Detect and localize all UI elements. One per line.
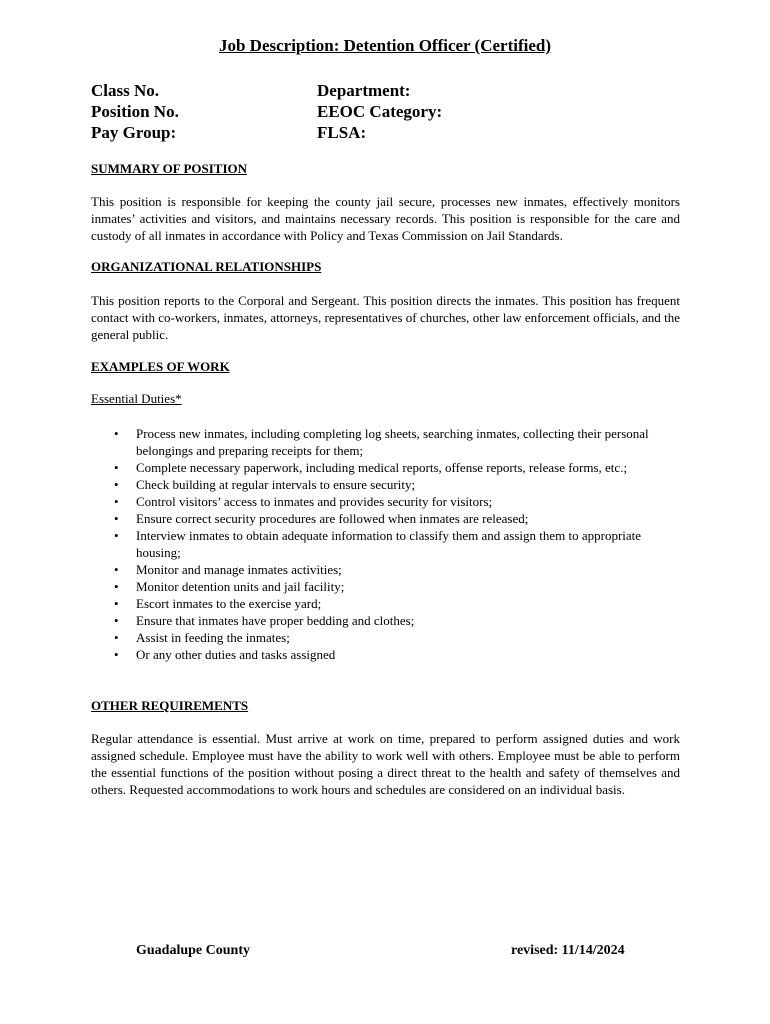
bullet-icon: • (114, 426, 119, 441)
duty-text: Process new inmates, including completing log sheets, searching inmates, collecting their personal belongings and preparing receipts for them; (136, 426, 649, 458)
flsa-label: FLSA: (317, 123, 367, 142)
class-no-label: Class No. (91, 81, 160, 100)
summary-heading: SUMMARY OF POSITION (91, 161, 248, 176)
duty-text: Complete necessary paperwork, including medical reports, offense reports, release forms, etc.; (136, 460, 628, 475)
summary-text: This position is responsible for keeping the county jail secure, processes new inmates, effectively monitors inmates’ activities and visitors, and maintains necessary records. This position is responsible for the care and custody of all inmates in accordance with Policy and Texas Commission on Jail Standards. (91, 194, 680, 243)
org-relationships-heading: ORGANIZATIONAL RELATIONSHIPS (91, 259, 322, 274)
duty-item (114, 527, 681, 561)
duty-text: Monitor detention units and jail facility; (136, 579, 345, 594)
duty-text: Control visitors’ access to inmates and provides security for visitors; (136, 494, 493, 509)
duty-item (114, 459, 681, 476)
footer-revised-date: revised: 11/14/2024 (511, 943, 625, 958)
duty-text: Ensure correct security procedures are followed when inmates are released; (136, 511, 529, 526)
essential-duties-list (114, 425, 681, 663)
position-no-label: Position No. (91, 102, 179, 121)
bullet-icon: • (114, 562, 119, 577)
footer-county: Guadalupe County (136, 943, 250, 958)
examples-of-work-heading: EXAMPLES OF WORK (91, 359, 230, 374)
duty-item (114, 561, 681, 578)
duty-item (114, 595, 681, 612)
duty-text: Monitor and manage inmates activities; (136, 562, 342, 577)
duty-text: Check building at regular intervals to ensure security; (136, 477, 416, 492)
duty-item (114, 629, 681, 646)
essential-duties-subheading: Essential Duties* (91, 391, 182, 406)
bullet-icon: • (114, 511, 119, 526)
duty-item (114, 493, 681, 510)
duty-text: Ensure that inmates have proper bedding and clothes; (136, 613, 415, 628)
eeoc-category-label: EEOC Category: (317, 102, 443, 121)
org-relationships-text: This position reports to the Corporal and Sergeant. This position directs the inmates. This position has frequent contact with co-workers, inmates, attorneys, representatives of churches, other law enforcement officials, and the general public. (91, 293, 680, 342)
duty-item (114, 612, 681, 629)
department-label: Department: (317, 81, 411, 100)
bullet-icon: • (114, 630, 119, 645)
duty-item (114, 510, 681, 527)
duty-item (114, 476, 681, 493)
pay-group-label: Pay Group: (91, 123, 177, 142)
document-title: Job Description: Detention Officer (Certified) (218, 36, 552, 55)
bullet-icon: • (114, 647, 119, 662)
bullet-icon: • (114, 477, 119, 492)
duty-text: Assist in feeding the inmates; (136, 630, 290, 645)
duty-item (114, 425, 681, 459)
duty-item (114, 578, 681, 595)
bullet-icon: • (114, 494, 119, 509)
bullet-icon: • (114, 596, 119, 611)
duty-item (114, 646, 681, 663)
bullet-icon: • (114, 460, 119, 475)
header-left-fields (91, 80, 179, 143)
other-requirements-heading: OTHER REQUIREMENTS (91, 698, 249, 713)
header-right-fields (317, 80, 442, 143)
duty-text: Or any other duties and tasks assigned (136, 647, 336, 662)
other-requirements-text: Regular attendance is essential. Must arrive at work on time, prepared to perform assigned duties and work assigned schedule. Employee must have the ability to work well with others. Employee must be able to perform the essential functions of the position without posing a direct threat to the health and safety of themselves and others. Requested accommodations to work hours and schedules are considered on an individual basis. (91, 731, 680, 797)
duty-text: Interview inmates to obtain adequate information to classify them and assign them to appropriate housing; (136, 528, 642, 560)
bullet-icon: • (114, 613, 119, 628)
duty-text: Escort inmates to the exercise yard; (136, 596, 322, 611)
bullet-icon: • (114, 579, 119, 594)
bullet-icon: • (114, 528, 119, 543)
